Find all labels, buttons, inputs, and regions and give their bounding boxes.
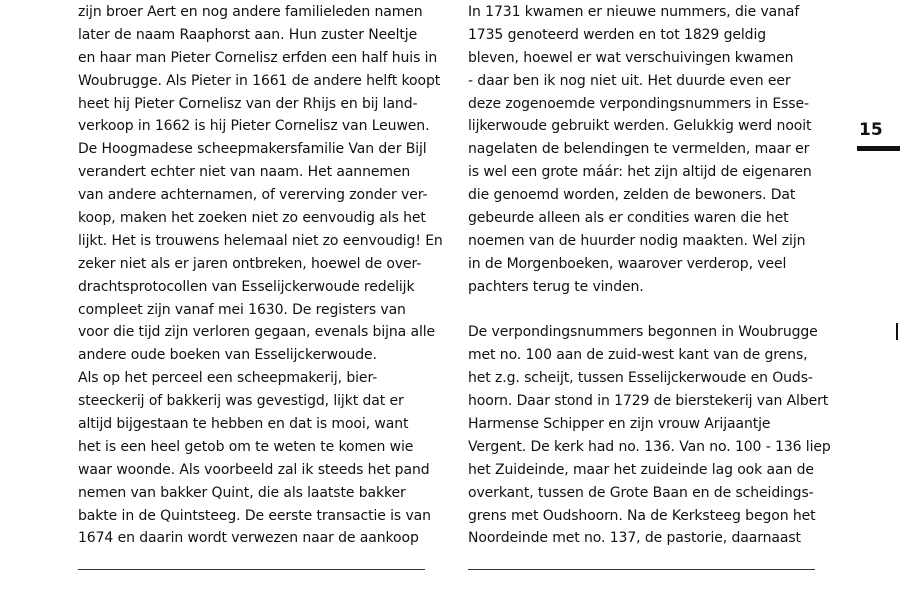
text-line: noemen van de huurder nodig maakten. Wel zijn <box>468 232 806 249</box>
text-line: andere oude boeken van Esselijckerwoude. <box>78 347 377 364</box>
left-text-column <box>78 1 443 550</box>
text-line: grens met Oudshoorn. Na de Kerksteeg begon het <box>468 507 816 524</box>
text-line: koop, maken het zoeken niet zo eenvoudig als het <box>78 210 426 227</box>
right-text-column <box>468 1 831 550</box>
text-line: Noordeinde met no. 137, de pastorie, daarnaast <box>468 530 801 547</box>
text-line: Harmense Schipper en zijn vrouw Arijaantje <box>468 416 771 433</box>
paragraph-verpondingsnummers <box>468 321 831 550</box>
text-line: - daar ben ik nog niet uit. Het duurde even eer <box>468 72 791 89</box>
text-line: steeckerij of bakkerij was gevestigd, lijkt dat er <box>78 393 404 410</box>
text-line: nemen van bakker Quint, die als laatste bakker <box>78 484 406 501</box>
text-line: later de naam Raaphorst aan. Hun zuster Neeltje <box>78 26 418 43</box>
text-line: verandert echter niet van naam. Het aannemen <box>78 164 411 181</box>
text-line: Als op het perceel een scheepmakerij, bier- <box>78 370 378 387</box>
text-line: zeker niet als er jaren ontbreken, hoewel de over- <box>78 255 422 272</box>
text-line: die genoemd worden, zelden de bewoners. Dat <box>468 187 796 204</box>
paragraph-gap <box>468 299 818 322</box>
page-edge-mark <box>896 323 898 340</box>
footer-rule-left <box>78 569 425 570</box>
text-line: nagelaten de belendingen te vermelden, maar er <box>468 141 810 158</box>
text-line: en haar man Pieter Cornelisz erfden een half huis in <box>78 49 438 66</box>
text-line: compleet zijn vanaf mei 1630. De registers van <box>78 301 406 318</box>
text-line: De verpondingsnummers begonnen in Woubrugge <box>468 324 818 341</box>
text-line: De Hoogmadese scheepmakersfamilie Van der Bijl <box>78 141 427 158</box>
text-line: waar woonde. Als voorbeeld zal ik steeds het pand <box>78 461 430 478</box>
text-line: is wel een grote máár: het zijn altijd de eigenaren <box>468 164 812 181</box>
footer-rule-right <box>468 569 815 570</box>
text-line: altijd bijgestaan te hebben en dat is mooi, want <box>78 416 409 433</box>
text-line: zijn broer Aert en nog andere familieleden namen <box>78 4 423 20</box>
text-line: Vergent. De kerk had no. 136. Van no. 100 - 136 liep <box>468 438 831 455</box>
text-line: van andere achternamen, of vererving zonder ver- <box>78 187 428 204</box>
text-line: het z.g. scheijt, tussen Esselijckerwoude en Ouds- <box>468 370 813 387</box>
text-line: in de Morgenboeken, waarover verderop, veel <box>468 255 787 272</box>
page-number: 15 <box>859 120 883 140</box>
text-line: hoorn. Daar stond in 1729 de bierstekerij van Albert <box>468 393 829 410</box>
text-line: drachtsprotocollen van Esselijckerwoude redelijk <box>78 278 415 295</box>
text-line: deze zogenoemde verpondingsnummers in Esse- <box>468 95 809 112</box>
text-line: het is een heel getob om te weten te komen wie <box>78 438 414 455</box>
text-line: gebeurde alleen als er condities waren die het <box>468 210 789 227</box>
text-line: verkoop in 1662 is hij Pieter Cornelisz van Leuwen. <box>78 118 430 135</box>
text-line: het Zuideinde, maar het zuideinde lag ook aan de <box>468 461 814 478</box>
text-line: 1674 en daarin wordt verwezen naar de aankoop <box>78 530 419 547</box>
page-number-tab <box>857 146 900 151</box>
text-line: bleven, hoewel er wat verschuivingen kwamen <box>468 49 794 66</box>
text-line: voor die tijd zijn verloren gegaan, evenals bijna alle <box>78 324 436 341</box>
text-line: overkant, tussen de Grote Baan en de scheidings- <box>468 484 814 501</box>
text-line: lijkt. Het is trouwens helemaal niet zo eenvoudig! En <box>78 232 443 249</box>
text-line: lijkerwoude gebruikt werden. Gelukkig werd nooit <box>468 118 812 135</box>
paragraph-numbering-1731 <box>468 1 818 299</box>
text-line: In 1731 kwamen er nieuwe nummers, die vanaf <box>468 4 800 20</box>
text-line: pachters terug te vinden. <box>468 278 644 295</box>
text-line: met no. 100 aan de zuid-west kant van de grens, <box>468 347 808 364</box>
text-line: bakte in de Quintsteeg. De eerste transactie is van <box>78 507 431 524</box>
text-line: 1735 genoteerd werden en tot 1829 geldig <box>468 26 767 43</box>
text-line: Woubrugge. Als Pieter in 1661 de andere helft koopt <box>78 72 441 89</box>
text-line: heet hij Pieter Cornelisz van der Rhijs en bij land- <box>78 95 418 112</box>
